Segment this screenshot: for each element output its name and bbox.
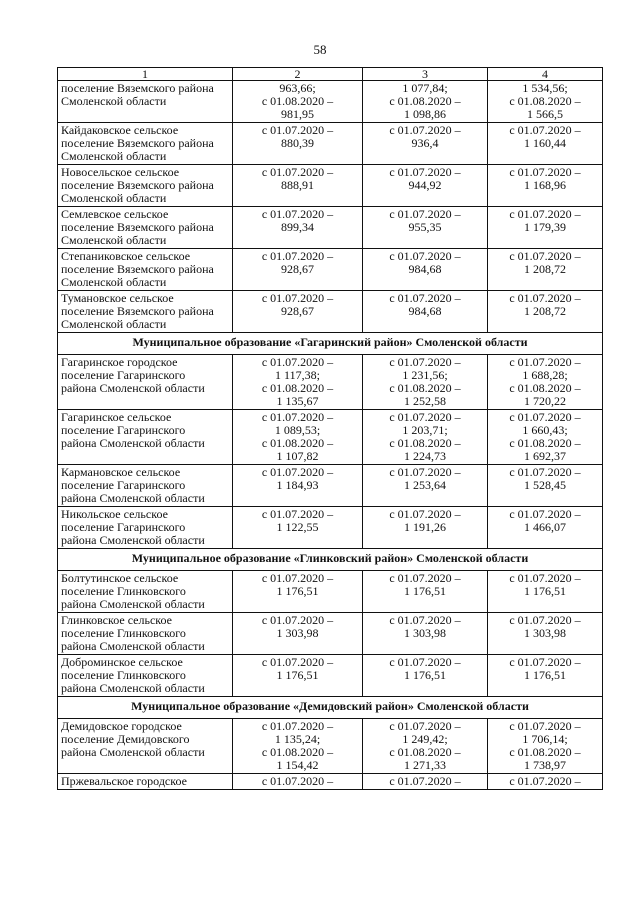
cell-line: 1 566,5 (527, 107, 563, 121)
cell-line: Гагаринское сельское (61, 410, 172, 424)
cell-line: с 01.07.2020 – (261, 123, 334, 137)
cell-line: 963,66; (279, 81, 316, 95)
tariff-cell-col4 (488, 291, 603, 333)
cell-line: 1 224,73 (404, 449, 446, 463)
settlement-name-cell (58, 123, 233, 165)
tariff-cell-col2 (233, 507, 363, 549)
cell-line: с 01.07.2020 – (261, 719, 334, 733)
table-row (58, 465, 603, 507)
cell-line: Доброминское сельское (61, 655, 183, 669)
cell-line: с 01.08.2020 – (389, 436, 461, 450)
cell-line: 1 176,51 (524, 668, 566, 682)
cell-line: с 01.07.2020 – (509, 123, 581, 137)
cell-line: 1 706,14; (522, 732, 568, 746)
cell-line: 1 168,96 (524, 178, 566, 192)
cell-line: 981,95 (281, 107, 314, 121)
cell-line: поселение Глинковского (61, 626, 186, 640)
cell-line: с 01.07.2020 – (389, 465, 461, 479)
settlement-name-cell (58, 465, 233, 507)
cell-line: 888,91 (281, 178, 314, 192)
tariff-cell-col3 (363, 774, 488, 790)
tariff-cell-col2 (233, 410, 363, 465)
tariff-cell-col2 (233, 774, 363, 790)
settlement-name-cell (58, 81, 233, 123)
cell-line: с 01.07.2020 – (389, 123, 461, 137)
column-header: 2 (233, 68, 363, 81)
cell-line: 1 117,38; (275, 368, 320, 382)
cell-line: 928,67 (281, 304, 314, 318)
cell-line: поселение Вяземского района (61, 304, 214, 318)
tariff-cell-col4 (488, 613, 603, 655)
cell-line: с 01.07.2020 – (261, 571, 334, 585)
cell-line: Смоленской области (61, 149, 167, 163)
tariff-cell-col3 (363, 355, 488, 410)
cell-line: 1 160,44 (524, 136, 566, 150)
tariff-cell-col4 (488, 355, 603, 410)
tariff-cell-col3 (363, 249, 488, 291)
cell-line: Глинковское сельское (61, 613, 172, 627)
cell-line: Гагаринское городское (61, 355, 178, 369)
cell-line: 1 738,97 (524, 758, 566, 772)
cell-line: с 01.07.2020 – (389, 291, 461, 305)
cell-line: с 01.08.2020 – (509, 381, 581, 395)
cell-line: с 01.07.2020 – (261, 291, 334, 305)
settlement-name-cell (58, 774, 233, 790)
cell-line: Семлевское сельское (61, 207, 169, 221)
cell-line: с 01.07.2020 – (509, 165, 581, 179)
cell-line: с 01.07.2020 – (509, 655, 581, 669)
table-row (58, 249, 603, 291)
cell-line: с 01.07.2020 – (389, 165, 461, 179)
tariff-cell-col3 (363, 571, 488, 613)
cell-line: с 01.08.2020 – (261, 381, 334, 395)
cell-line: с 01.07.2020 – (261, 165, 334, 179)
cell-line: Кармановское сельское (61, 465, 181, 479)
tariff-cell-col4 (488, 123, 603, 165)
cell-line: Тумановское сельское (61, 291, 174, 305)
cell-line: 1 249,42; (402, 732, 448, 746)
tariff-cell-col2 (233, 165, 363, 207)
cell-line: поселение Демидовского (61, 732, 190, 746)
tariff-cell-col4 (488, 249, 603, 291)
cell-line: Смоленской области (61, 191, 167, 205)
table-row (58, 123, 603, 165)
column-header: 4 (488, 68, 603, 81)
section-header-row (58, 697, 603, 719)
cell-line: района Смоленской области (61, 533, 205, 547)
cell-line: 1 253,64 (404, 478, 446, 492)
cell-line: с 01.08.2020 – (389, 381, 461, 395)
cell-line: с 01.07.2020 – (261, 613, 334, 627)
cell-line: с 01.07.2020 – (389, 207, 461, 221)
cell-line: с 01.08.2020 – (389, 745, 461, 759)
cell-line: с 01.07.2020 – (389, 410, 461, 424)
cell-line: 1 466,07 (524, 520, 566, 534)
tariff-cell-col2 (233, 81, 363, 123)
cell-line: 928,67 (281, 262, 314, 276)
cell-line: 1 303,98 (276, 626, 319, 640)
cell-line: с 01.07.2020 – (509, 410, 581, 424)
cell-line: поселение Гагаринского (61, 478, 186, 492)
tariff-cell-col2 (233, 249, 363, 291)
settlement-name-cell (58, 249, 233, 291)
cell-line: Смоленской области (61, 275, 167, 289)
settlement-name-cell (58, 719, 233, 774)
cell-line: с 01.08.2020 – (509, 436, 581, 450)
table-header-row (58, 68, 603, 81)
cell-line: Новосельское сельское (61, 165, 180, 179)
cell-line: 1 154,42 (276, 758, 319, 772)
settlement-name-cell (58, 655, 233, 697)
table-row (58, 571, 603, 613)
cell-line: с 01.08.2020 – (509, 94, 581, 108)
tariff-cell-col3 (363, 719, 488, 774)
tariff-cell-col3 (363, 123, 488, 165)
cell-line: поселение Гагаринского (61, 520, 186, 534)
cell-line: 1 179,39 (524, 220, 566, 234)
cell-line: с 01.07.2020 – (389, 249, 461, 263)
tariff-cell-col2 (233, 719, 363, 774)
cell-line: района Смоленской области (61, 681, 205, 695)
cell-line: с 01.07.2020 – (389, 774, 461, 788)
table-row (58, 613, 603, 655)
cell-line: с 01.07.2020 – (509, 719, 581, 733)
table-row (58, 507, 603, 549)
section-title: Муниципальное образование «Гагаринский район» Смоленской области (58, 333, 603, 355)
cell-line: 1 203,71; (402, 423, 448, 437)
settlement-name-cell (58, 410, 233, 465)
cell-line: с 01.07.2020 – (261, 355, 334, 369)
tariff-cell-col2 (233, 465, 363, 507)
cell-line: с 01.07.2020 – (509, 207, 581, 221)
cell-line: 1 135,24; (274, 732, 321, 746)
cell-line: 1 176,51 (276, 584, 319, 598)
cell-line: 880,39 (281, 136, 314, 150)
cell-line: поселение Гагаринского (61, 423, 186, 437)
tariff-cell-col3 (363, 291, 488, 333)
cell-line: с 01.07.2020 – (509, 465, 581, 479)
cell-line: 1 191,26 (404, 520, 446, 534)
cell-line: района Смоленской области (61, 639, 205, 653)
cell-line: с 01.08.2020 – (389, 94, 461, 108)
table-row (58, 719, 603, 774)
cell-line: 984,68 (408, 304, 442, 318)
cell-line: поселение Вяземского района (61, 81, 214, 95)
cell-line: с 01.07.2020 – (261, 774, 334, 788)
cell-line: с 01.07.2020 – (389, 355, 461, 369)
tariff-cell-col2 (233, 123, 363, 165)
cell-line: Смоленской области (61, 317, 167, 331)
cell-line: с 01.08.2020 – (261, 94, 334, 108)
cell-line: 1 534,56; (522, 81, 568, 95)
cell-line: с 01.07.2020 – (389, 507, 461, 521)
tariff-cell-col4 (488, 719, 603, 774)
cell-line: Никольское сельское (61, 507, 168, 521)
column-header: 1 (58, 68, 233, 81)
cell-line: с 01.08.2020 – (261, 436, 334, 450)
cell-line: с 01.07.2020 – (389, 655, 461, 669)
tariff-cell-col4 (488, 465, 603, 507)
tariff-cell-col4 (488, 207, 603, 249)
cell-line: с 01.07.2020 – (389, 613, 461, 627)
cell-line: Смоленской области (61, 94, 167, 108)
cell-line: района Смоленской области (61, 745, 205, 759)
tariff-table (57, 67, 603, 790)
cell-line: 1 231,56; (402, 368, 448, 382)
cell-line: 1 176,51 (276, 668, 319, 682)
cell-line: с 01.07.2020 – (389, 571, 461, 585)
settlement-name-cell (58, 613, 233, 655)
cell-line: 1 720,22 (524, 394, 566, 408)
cell-line: Кайдаковское сельское (61, 123, 179, 137)
tariff-cell-col4 (488, 81, 603, 123)
tariff-cell-col3 (363, 410, 488, 465)
settlement-name-cell (58, 291, 233, 333)
tariff-cell-col3 (363, 207, 488, 249)
tariff-cell-col4 (488, 410, 603, 465)
cell-line: с 01.07.2020 – (389, 719, 461, 733)
cell-line: Смоленской области (61, 233, 167, 247)
table-row (58, 774, 603, 790)
section-header-row (58, 549, 603, 571)
cell-line: 1 688,28; (522, 368, 568, 382)
section-title: Муниципальное образование «Глинковский район» Смоленской области (58, 549, 603, 571)
cell-line: 1 122,55 (276, 520, 319, 534)
column-header: 3 (363, 68, 488, 81)
cell-line: 1 271,33 (404, 758, 446, 772)
tariff-cell-col2 (233, 355, 363, 410)
tariff-cell-col4 (488, 655, 603, 697)
cell-line: 1 135,67 (276, 394, 319, 408)
table-row (58, 165, 603, 207)
cell-line: поселение Вяземского района (61, 136, 214, 150)
cell-line: 1 184,93 (276, 478, 319, 492)
cell-line: с 01.07.2020 – (509, 613, 581, 627)
table-row (58, 207, 603, 249)
tariff-cell-col3 (363, 465, 488, 507)
cell-line: с 01.07.2020 – (261, 249, 334, 263)
cell-line: района Смоленской области (61, 436, 205, 450)
tariff-cell-col2 (233, 613, 363, 655)
tariff-cell-col4 (488, 571, 603, 613)
table-row (58, 410, 603, 465)
cell-line: 1 176,51 (404, 584, 446, 598)
cell-line: района Смоленской области (61, 381, 205, 395)
cell-line: 1 176,51 (404, 668, 446, 682)
tariff-cell-col2 (233, 207, 363, 249)
tariff-cell-col4 (488, 507, 603, 549)
cell-line: 899,34 (281, 220, 314, 234)
settlement-name-cell (58, 355, 233, 410)
cell-line: поселение Гагаринского (61, 368, 186, 382)
tariff-cell-col4 (488, 774, 603, 790)
page-number: 58 (313, 42, 327, 57)
settlement-name-cell (58, 571, 233, 613)
cell-line: с 01.07.2020 – (261, 507, 334, 521)
tariff-cell-col3 (363, 81, 488, 123)
table-row (58, 81, 603, 123)
settlement-name-cell (58, 165, 233, 207)
table-row (58, 655, 603, 697)
cell-line: 1 208,72 (524, 262, 566, 276)
cell-line: поселение Глинковского (61, 668, 186, 682)
cell-line: с 01.07.2020 – (509, 249, 581, 263)
cell-line: с 01.07.2020 – (261, 465, 334, 479)
cell-line: 936,4 (411, 136, 439, 150)
cell-line: поселение Вяземского района (61, 220, 214, 234)
cell-line: с 01.07.2020 – (509, 291, 581, 305)
tariff-cell-col2 (233, 571, 363, 613)
cell-line: с 01.07.2020 – (261, 655, 334, 669)
cell-line: района Смоленской области (61, 491, 205, 505)
table-row (58, 291, 603, 333)
cell-line: с 01.07.2020 – (509, 355, 581, 369)
cell-line: Степаниковское сельское (61, 249, 191, 263)
cell-line: с 01.07.2020 – (509, 571, 581, 585)
cell-line: 1 107,82 (276, 449, 319, 463)
cell-line: 1 208,72 (524, 304, 566, 318)
section-title: Муниципальное образование «Демидовский район» Смоленской области (58, 697, 603, 719)
cell-line: Болтутинское сельское (61, 571, 179, 585)
tariff-cell-col2 (233, 655, 363, 697)
cell-line: 1 176,51 (524, 584, 566, 598)
cell-line: района Смоленской области (61, 597, 205, 611)
cell-line: с 01.07.2020 – (509, 507, 581, 521)
cell-line: Пржевальское городское (61, 774, 187, 788)
cell-line: 984,68 (408, 262, 442, 276)
tariff-cell-col3 (363, 165, 488, 207)
table-row (58, 355, 603, 410)
cell-line: 1 098,86 (404, 107, 446, 121)
cell-line: Демидовское городское (61, 719, 182, 733)
settlement-name-cell (58, 207, 233, 249)
cell-line: поселение Вяземского района (61, 262, 214, 276)
cell-line: 1 089,53; (274, 423, 321, 437)
cell-line: 1 252,58 (404, 394, 446, 408)
cell-line: 1 528,45 (524, 478, 566, 492)
cell-line: с 01.07.2020 – (509, 774, 581, 788)
cell-line: 1 303,98 (524, 626, 566, 640)
cell-line: с 01.08.2020 – (261, 745, 334, 759)
settlement-name-cell (58, 507, 233, 549)
tariff-cell-col4 (488, 165, 603, 207)
tariff-cell-col3 (363, 655, 488, 697)
tariff-cell-col3 (363, 613, 488, 655)
section-header-row (58, 333, 603, 355)
cell-line: с 01.07.2020 – (261, 207, 334, 221)
cell-line: 1 077,84; (402, 81, 448, 95)
cell-line: с 01.07.2020 – (261, 410, 334, 424)
cell-line: 1 660,43; (522, 423, 568, 437)
cell-line: с 01.08.2020 – (509, 745, 581, 759)
cell-line: 1 692,37 (524, 449, 566, 463)
cell-line: поселение Вяземского района (61, 178, 214, 192)
tariff-cell-col3 (363, 507, 488, 549)
cell-line: 955,35 (408, 220, 442, 234)
tariff-table-body (58, 68, 603, 790)
cell-line: поселение Глинковского (61, 584, 186, 598)
cell-line: 944,92 (408, 178, 442, 192)
tariff-cell-col2 (233, 291, 363, 333)
cell-line: 1 303,98 (404, 626, 446, 640)
